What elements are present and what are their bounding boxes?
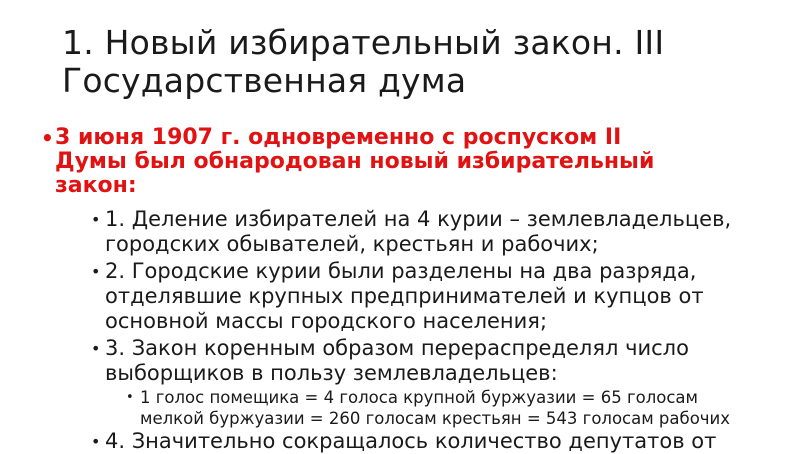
bullet-text-line: 2. Городские курии были разделены на два разряда, [105, 259, 697, 283]
bullet-item-main-statement [0, 126, 790, 198]
bullet-item-vote-equivalence [0, 387, 790, 429]
bullet-dot-icon [91, 207, 100, 232]
bullet-dot-icon [41, 126, 54, 150]
bullet-text-line: 1. Деление избирателей на 4 курии – землевладельцев, [105, 207, 732, 231]
bullet-item-point-3 [0, 336, 790, 386]
bullet-item-point-4-truncated [0, 429, 790, 454]
bullet-text [105, 336, 790, 386]
bullet-text-line: городских обывателей, крестьян и рабочих; [105, 232, 599, 256]
bullet-text [105, 429, 790, 454]
bullet-text-line: закон: [55, 173, 137, 198]
bullet-item-point-1 [0, 207, 790, 257]
bullet-text-line: 1 голос помещика = 4 голоса крупной буржуазии = 65 голосам [140, 388, 698, 407]
slide-title [62, 24, 780, 100]
bullet-dot-icon [91, 259, 100, 284]
bullet-text-line: 4. Значительно сокращалось количество депутатов от [105, 429, 717, 453]
bullet-text-line: 3 июня 1907 г. одновременно с роспуском II [55, 125, 622, 150]
bullet-dot-icon [91, 336, 100, 361]
bullet-text-line: основной массы городского населения; [105, 309, 548, 333]
bullet-dot-icon [91, 429, 100, 454]
title-line-1: 1. Новый избирательный закон. III [62, 23, 665, 62]
bullet-text [140, 387, 790, 429]
bullet-text-line: мелкой буржуазии = 260 голосам крестьян = 543 голосам рабочих [140, 409, 731, 428]
bullet-text-line: выборщиков в пользу землевладельцев: [105, 361, 558, 385]
bullet-item-point-2 [0, 259, 790, 334]
bullet-text-line: 3. Закон коренным образом перераспределял число [105, 336, 689, 360]
bullet-text-line: Думы был обнародован новый избирательный [55, 149, 655, 174]
bullet-text [55, 126, 790, 198]
title-line-2: Государственная дума [62, 61, 467, 100]
bullet-text-line: отделявшие крупных предпринимателей и купцов от [105, 284, 704, 308]
bullet-text [105, 259, 790, 334]
bullet-dot-icon [126, 387, 134, 408]
bullet-text [105, 207, 790, 257]
